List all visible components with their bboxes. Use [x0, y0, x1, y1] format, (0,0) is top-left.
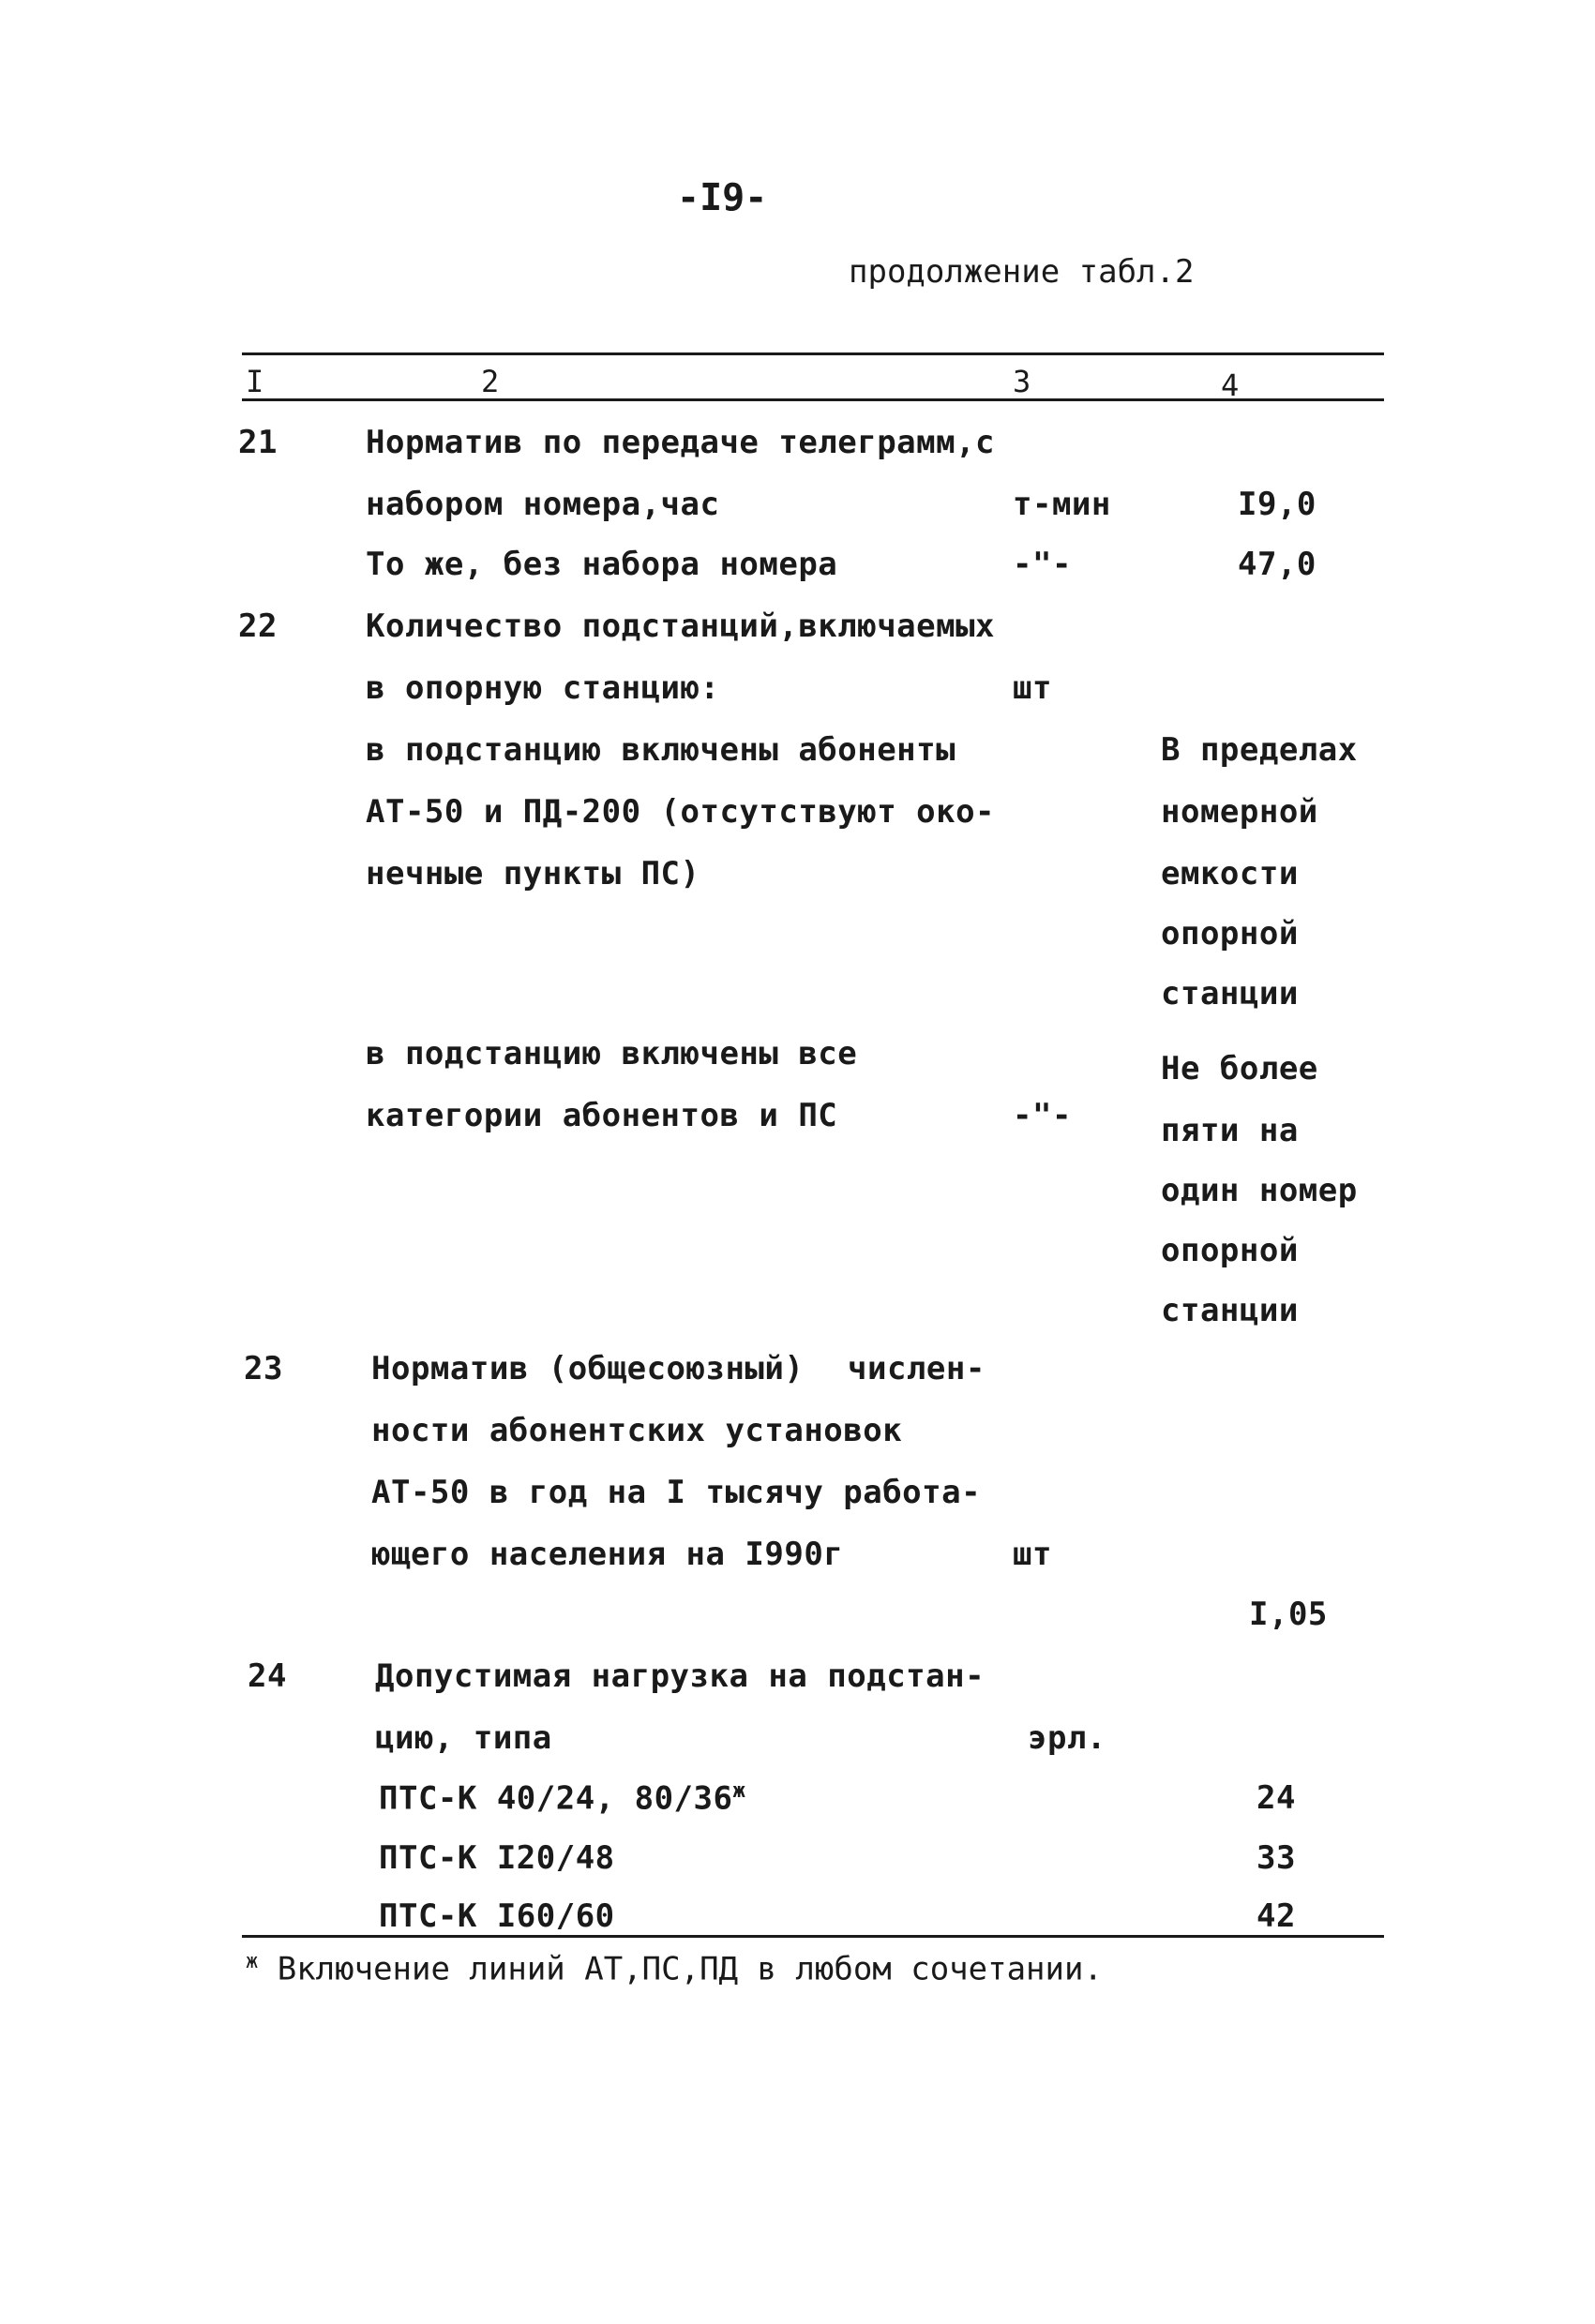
row-24-text-line1: Допустимая нагрузка на подстан- [375, 1657, 986, 1695]
row-22a-text-line3: нечные пункты ПС) [366, 855, 700, 892]
row-22a-text-line2: АТ-50 и ПД-200 (отсутствуют око- [366, 793, 996, 831]
row-24-type-2: ПТС-К I20/48 [379, 1839, 615, 1877]
row-22a-value-line5: станции [1161, 975, 1299, 1012]
row-21b-value: 47,0 [1238, 546, 1317, 583]
row-22-text-line2: в опорную станцию: [366, 669, 720, 707]
row-24-type-1-label: ПТС-К 40/24, 80/36 [379, 1779, 733, 1818]
row-21-number: 21 [238, 424, 278, 461]
col-header-1: I [246, 364, 264, 399]
row-22a-value-line1: В пределах [1161, 731, 1358, 769]
row-22-number: 22 [238, 607, 278, 645]
row-23-text-line1: Норматив (общесоюзный) [371, 1350, 805, 1387]
row-23-text-line1-end: числен- [848, 1350, 986, 1387]
col-header-3: 3 [1013, 364, 1031, 399]
row-24-type-3: ПТС-К I60/60 [379, 1897, 615, 1935]
row-24-type-3-value: 42 [1256, 1897, 1296, 1935]
row-23-unit: шт [1013, 1536, 1052, 1573]
row-22b-value-line2: пяти на [1161, 1112, 1299, 1149]
row-24-unit: эрл. [1028, 1719, 1106, 1757]
row-24-type-1-value: 24 [1256, 1779, 1296, 1817]
col-header-4: 4 [1221, 367, 1240, 403]
row-22b-value-line4: опорной [1161, 1232, 1299, 1269]
row-22a-value-line2: номерной [1161, 793, 1318, 831]
row-22a-text-line1: в подстанцию включены абоненты [366, 731, 956, 769]
row-24-number: 24 [248, 1657, 287, 1695]
row-23-text-line3: АТ-50 в год на I тысячу работа- [371, 1474, 982, 1511]
footnote-mark: ж [246, 1950, 259, 1973]
col-header-2: 2 [481, 364, 500, 399]
footnote [246, 1950, 1103, 1987]
row-21-value: I9,0 [1238, 486, 1317, 523]
row-21-unit: т-мин [1013, 486, 1111, 523]
row-22b-text-line2: категории абонентов и ПС [366, 1097, 838, 1134]
footnote-text: Включение линий АТ,ПС,ПД в любом сочетании. [277, 1950, 1103, 1988]
footnote-reference-mark: ж [732, 1779, 746, 1803]
row-21-text-line3: То же, без набора номера [366, 546, 838, 583]
page-number: -I9- [677, 176, 768, 219]
row-22b-value-line5: станции [1161, 1292, 1299, 1329]
row-23-text-line4: ющего населения на I990г [371, 1536, 844, 1573]
row-22b-text-line1: в подстанцию включены все [366, 1035, 858, 1072]
row-23-text-line2: ности абонентских установок [371, 1412, 903, 1449]
row-21-text-line1: Норматив по передаче телеграмм,с [366, 424, 996, 461]
row-23-number: 23 [244, 1350, 283, 1387]
table-caption: продолжение табл.2 [849, 253, 1195, 291]
row-24-type-1 [379, 1779, 745, 1817]
row-22b-value-line1: Не более [1161, 1050, 1318, 1087]
table-header-rule [242, 398, 1384, 401]
row-21b-unit: -"- [1013, 546, 1072, 583]
row-22b-unit: -"- [1013, 1097, 1072, 1134]
table-bottom-rule [242, 1935, 1384, 1938]
row-22a-value-line3: емкости [1161, 855, 1299, 892]
row-22b-value-line3: один номер [1161, 1172, 1358, 1209]
row-23-value: I,05 [1249, 1596, 1328, 1633]
row-22-unit: шт [1013, 669, 1052, 707]
row-21-text-line2: набором номера,час [366, 486, 720, 523]
row-22-text-line1: Количество подстанций,включаемых [366, 607, 996, 645]
table-top-rule [242, 352, 1384, 355]
row-24-text-line2: цию, типа [375, 1719, 552, 1757]
row-22a-value-line4: опорной [1161, 915, 1299, 952]
row-24-type-2-value: 33 [1256, 1839, 1296, 1877]
